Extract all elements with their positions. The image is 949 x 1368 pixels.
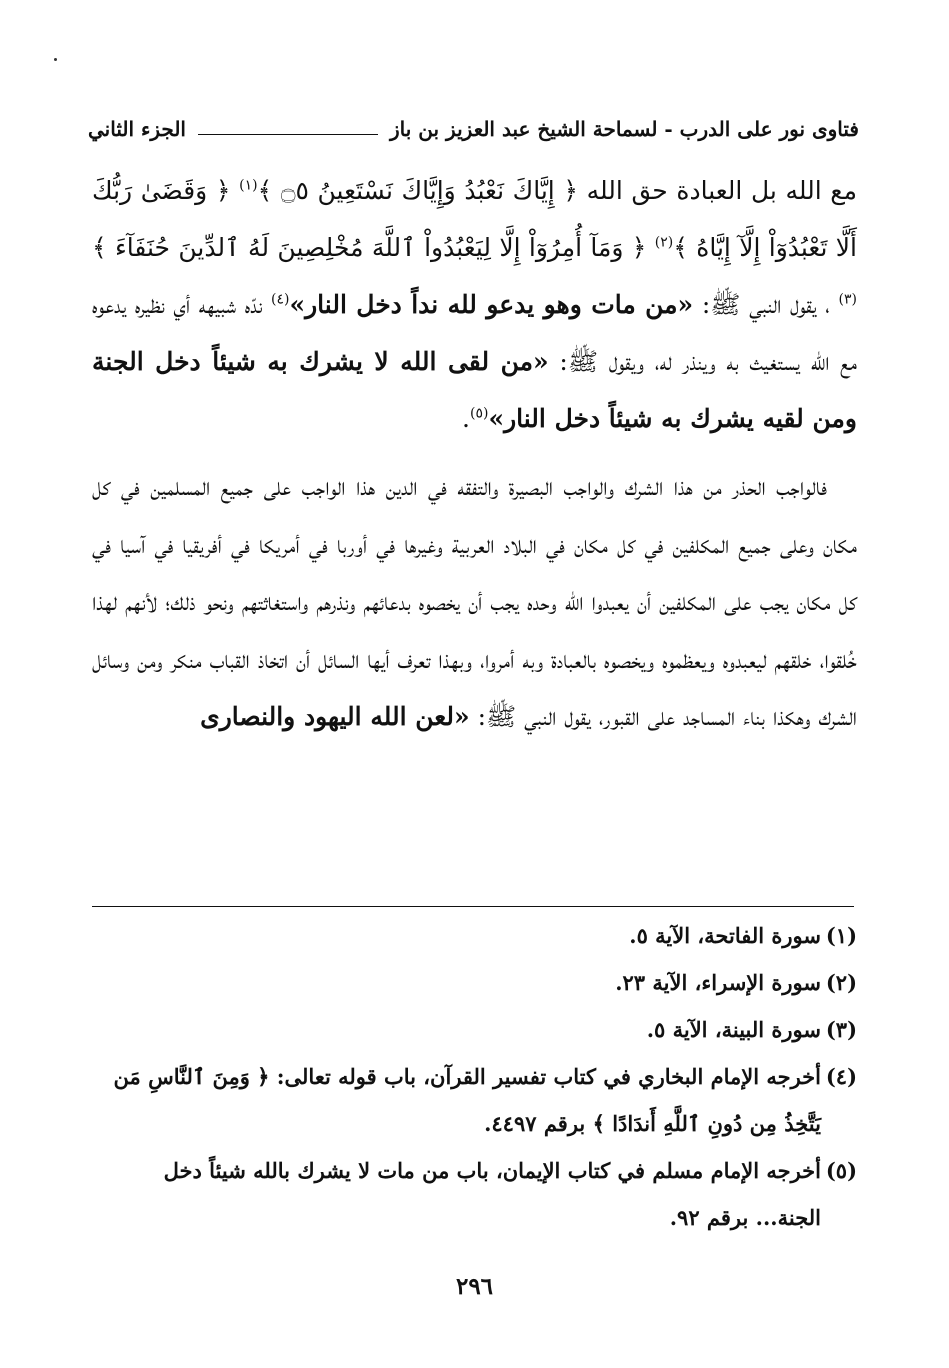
footnote-number: (١) (825, 923, 857, 948)
footnote-separator (92, 906, 854, 907)
footnote-item (92, 912, 857, 959)
footnote-ref-1[interactable]: (١) (239, 177, 258, 194)
page-number: ٢٩٦ (455, 1273, 494, 1300)
footnotes (92, 912, 857, 1241)
footnote-text: سورة الإسراء، الآية ٢٣. (615, 970, 821, 995)
body-text: مع الله بل العبادة حق الله (586, 176, 857, 205)
scan-speck (54, 58, 57, 61)
footnote-number: (٣) (825, 1017, 857, 1042)
footnote-number: (٤) (825, 1064, 857, 1089)
body-text: ندّه شبيهه أي نظيره يدعوه مع الله يستغيث به وينذر له، ويقول ﷺ: (92, 290, 857, 376)
body-text: . (462, 404, 470, 433)
quran-verse-isra: ﴿ وَقَضَىٰ رَبُّكَ أَلَّا تَعْبُدُوٓاْ إِلَّآ إِيَّاهُ ﴾ (92, 176, 857, 262)
footnote-number: (٢) (825, 970, 857, 995)
header-rule (198, 134, 378, 135)
top-paragraph (92, 162, 857, 447)
header-volume: الجزء الثاني (88, 117, 186, 141)
body-text: فالواجب الحذر من هذا الشرك والواجب البصيرة والتفقه في الدين هذا الواجب على جميع المسلمين في كل مكان وعلى جميع المكلفين في كل مكان في البلاد العربية وغيرها في أوربا في أمريكا في أفريقيا في آسيا في كل مكان يجب على المكلفين أن يعبدوا الله وحده يجب أن يخصوه بدعائهم ونذرهم واستغاثتهم ونحو ذلك؛ لأنهم لهذا خُلقوا، خلقهم ليعبدوه ويعظموه ويخصوه بالعبادة وبه أمروا، وبهذا تعرف أيها السائل أن اتخاذ القباب منكر ومن وسائل الشرك وهكذا بناء المساجد على القبور، يقول النبي ﷺ: (92, 472, 857, 731)
footnote-number: (٥) (825, 1158, 857, 1183)
footnote-text: أخرجه الإمام البخاري في كتاب تفسير القرآن، باب قوله تعالى: ﴿ وَمِنَ ٱلنَّاسِ مَن يَتَّخِذُ مِن دُونِ ٱللَّهِ أَندَادًا ﴾ برقم ٤٤٩٧. (113, 1064, 821, 1136)
footnote-text: سورة الفاتحة، الآية ٥. (629, 923, 821, 948)
paragraph-continued (92, 162, 857, 447)
footnote-ref-3[interactable]: (٣) (838, 291, 857, 308)
footnote-item (92, 1147, 857, 1241)
footnote-ref-5[interactable]: (٥) (469, 405, 489, 422)
footnote-item (92, 1006, 857, 1053)
footnote-ref-2[interactable]: (٢) (654, 234, 674, 251)
hadith-quote-3: «لعن الله اليهود والنصارى (200, 702, 470, 731)
hadith-quote-2: «من لقى الله لا يشرك به شيئاً دخل الجنة ومن لقيه يشرك به شيئاً دخل النار» (92, 347, 857, 433)
footnote-item (92, 1053, 857, 1147)
quran-verse-bayyina: ﴿ وَمَآ أُمِرُوٓاْ إِلَّا لِيَعْبُدُواْ ٱللَّهَ مُخْلِصِينَ لَهُ ٱلدِّينَ حُنَفَآءَ ﴾ (92, 233, 647, 262)
footnote-ref-4[interactable]: (٤) (271, 291, 290, 308)
paragraph (92, 458, 857, 746)
quran-verse-fatiha: ﴿ إِيَّاكَ نَعْبُدُ وَإِيَّاكَ نَسْتَعِينُ ۝٥ ﴾ (257, 176, 578, 205)
footnote-text: أخرجه الإمام مسلم في كتاب الإيمان، باب من مات لا يشرك بالله شيئاً دخل الجنة... برقم ٩٢. (163, 1158, 821, 1230)
hadith-quote-1: «من مات وهو يدعو لله نداً دخل النار» (289, 290, 694, 319)
running-header (88, 112, 859, 146)
header-title: فتاوى نور على الدرب - لسماحة الشيخ عبد العزيز بن باز (390, 117, 859, 141)
main-paragraph (92, 458, 857, 746)
footnote-text: سورة البينة، الآية ٥. (646, 1017, 821, 1042)
footnote-item (92, 959, 857, 1006)
body-text: ، يقول النبي ﷺ: (701, 290, 830, 319)
